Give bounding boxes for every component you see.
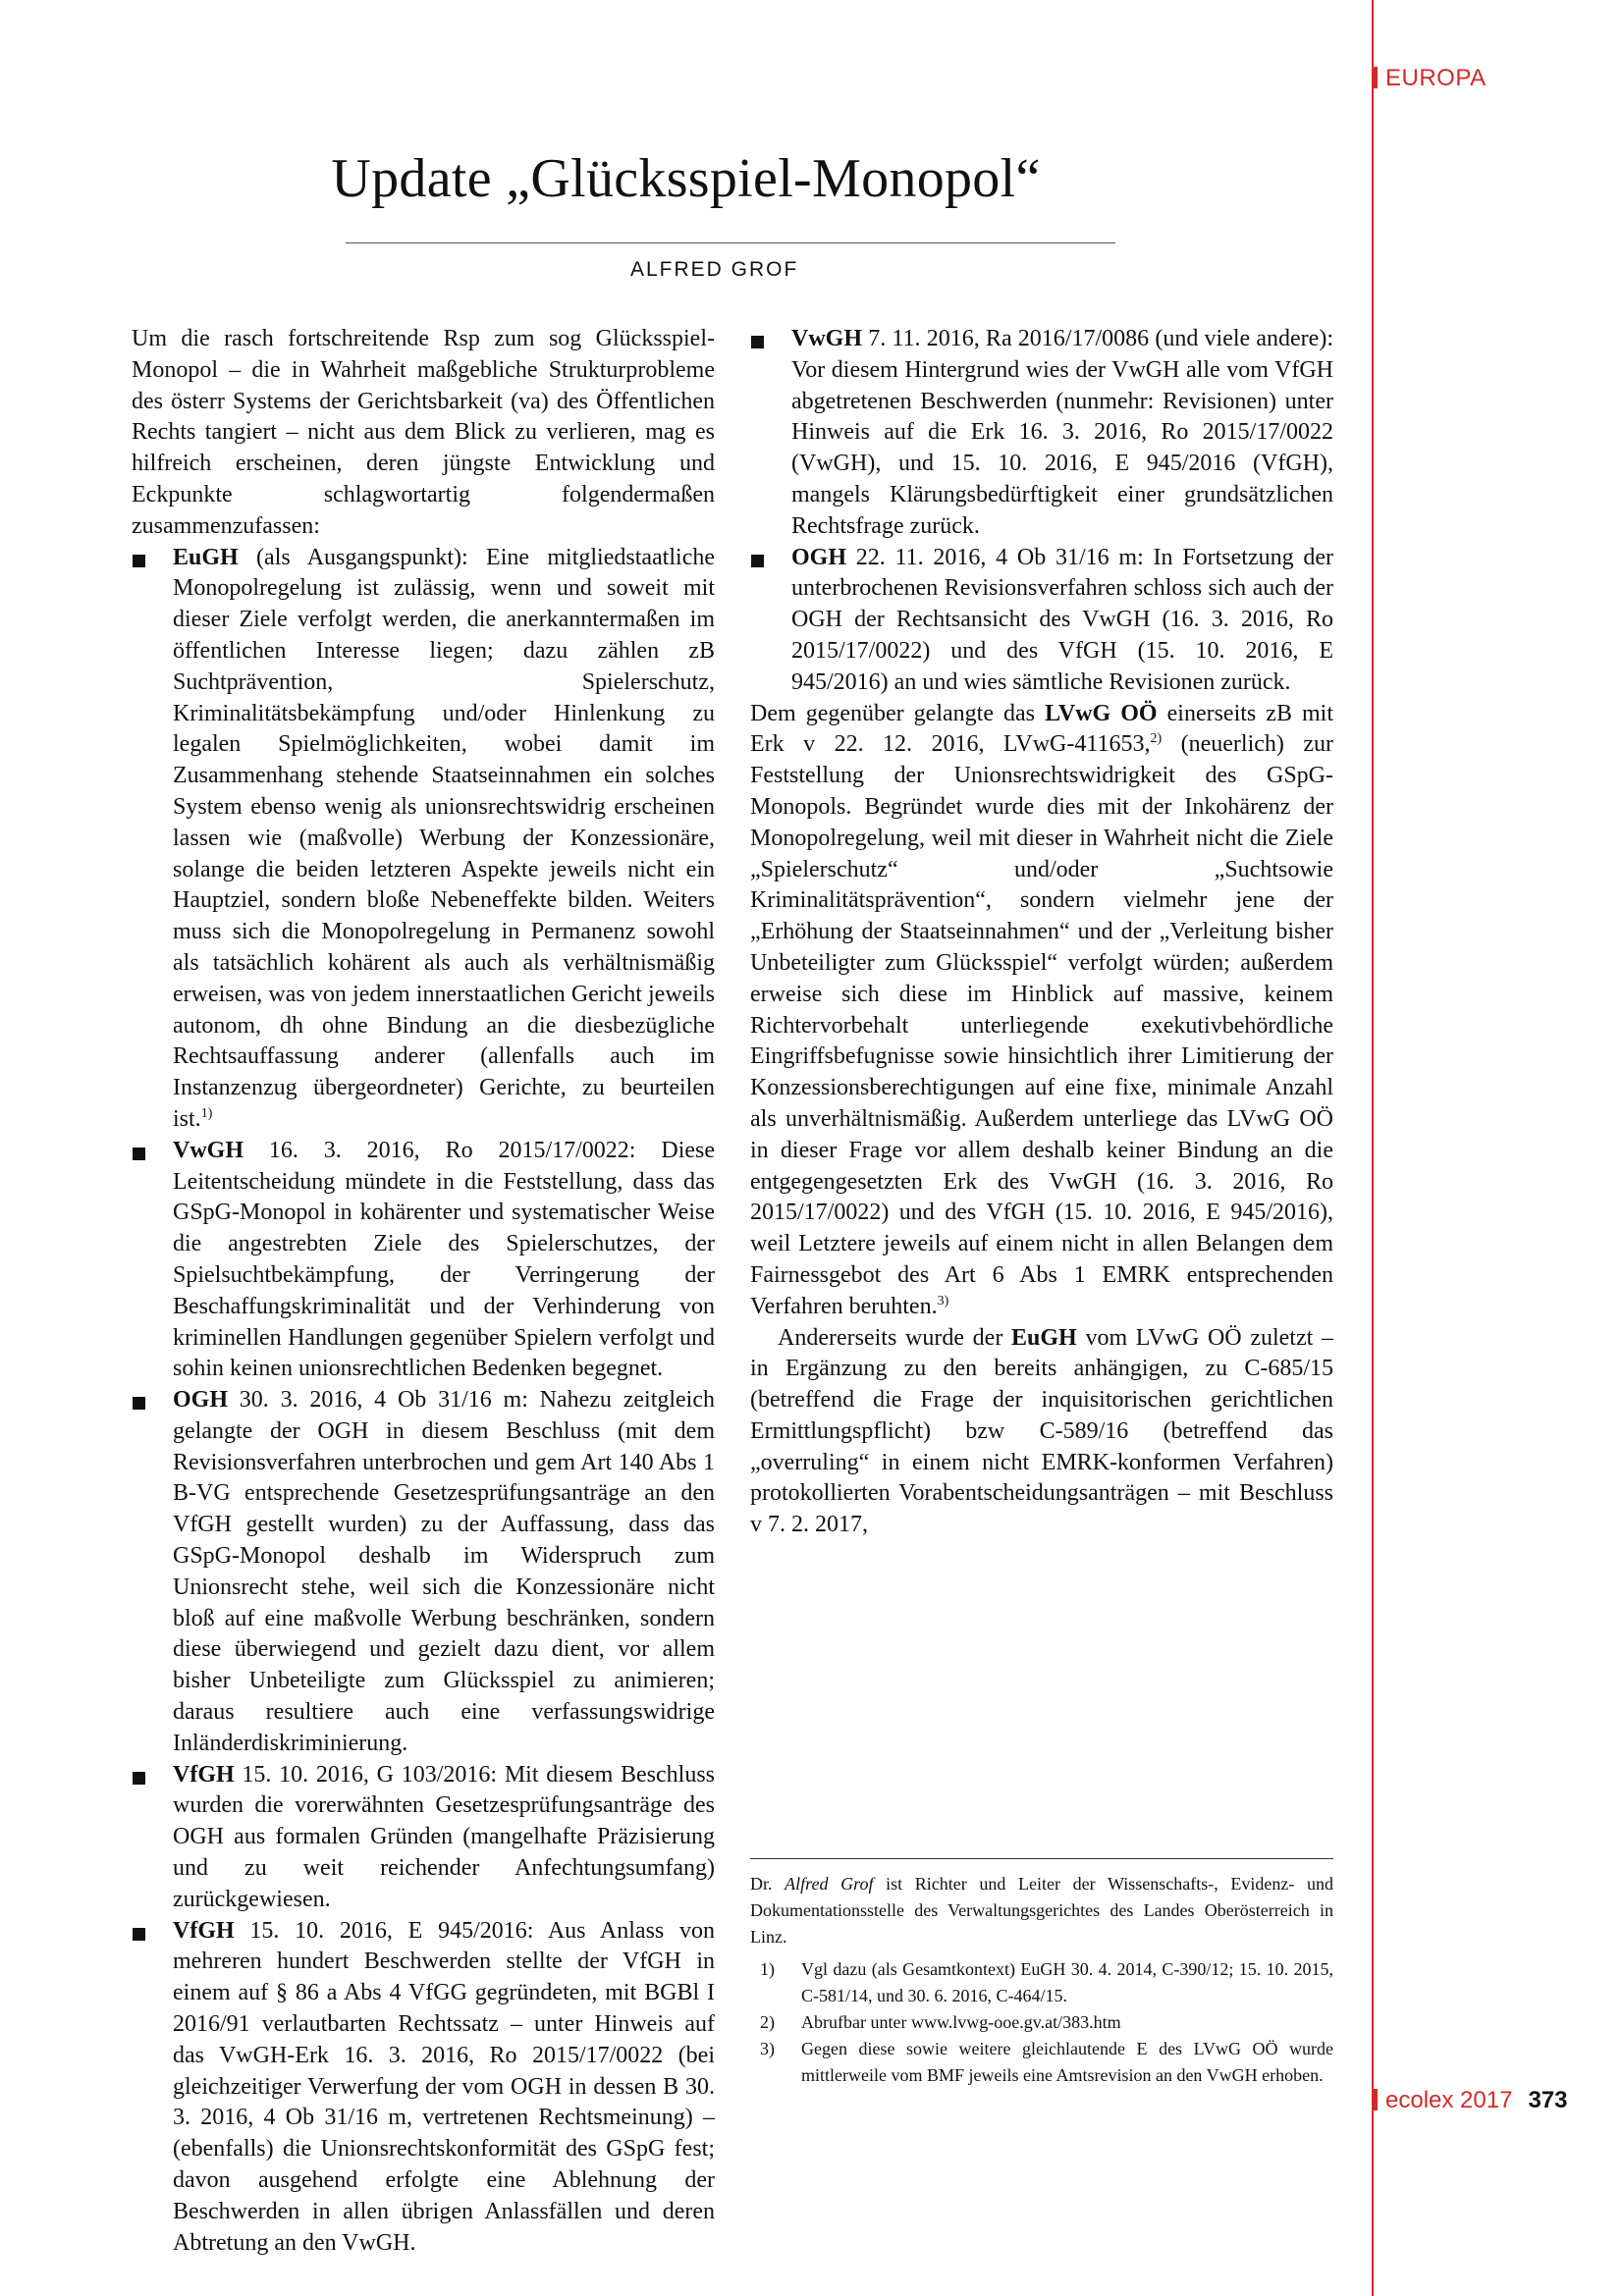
list-item: VwGH 7. 11. 2016, Ra 2016/17/0086 (und viele andere): Vor diesem Hintergrund wies der VwGH alle vom VfGH abgetretenen Beschwerden (nunmehr: Revisionen) unter Hinweis auf die Erk 16. 3. 2016, Ro 2015/17/0022 (VwGH), und 15. 10. 2016, E 945/2016 (VfGH), mangels Klärungsbedürftigkeit einer grundsätzlichen Rechtsfrage zurück. [750,324,1333,543]
footer-marker [1373,2089,1378,2110]
author-bio: Dr. Alfred Grof ist Richter und Leiter der Wissenschafts-, Evidenz- und Dokumentationsstelle des Verwaltungsgerichtes des Landes Oberösterreich in Linz. [750,1874,1333,1947]
body-paragraph: Andererseits wurde der EuGH vom LVwG OÖ zuletzt – in Ergänzung zu den bereits anhängigen, zu C-685/15 (betreffend die Frage der inquisitorischen gerichtlichen Ermittlungspflicht) bzw C-589/16 (betreffend das „overruling“ in einem nicht EMRK-konformen Verfahren) protokollierten Vorabentscheidungsanträgen – mit Beschluss v 7. 2. 2017, [750,1324,1333,1538]
list-item: VwGH 16. 3. 2016, Ro 2015/17/0022: Diese Leitentscheidung mündete in die Feststellung, dass das GSpG-Monopol in kohärenter und systematischer Weise die angestrebten Ziele des Spielerschutzes, der Spielsuchtbekämpfung, der Verringerung der Beschaffungskriminalität und der Verhinderung von kriminellen Handlungen gegenüber Spielern verfolgt und sohin keinen unionsrechtlichen Bedenken begegnet. [132,1136,715,1385]
footnote: 3) Gegen diese sowie weitere gleichlautende E des LVwG OÖ wurde mittlerweile vom BMF jeweils eine Amtsrevision an den VwGH erhoben. [760,2039,1333,2085]
section-marker [1373,67,1378,88]
footnote: 1) Vgl dazu (als Gesamtkontext) EuGH 30. 4. 2014, C-390/12; 15. 10. 2015, C-581/14, und 30. 6. 2016, C-464/15. [760,1959,1333,2005]
footnotes [750,1858,1333,2089]
bullet-square-icon [133,1772,145,1785]
journal-name: ecolex 2017 [1385,2087,1513,2113]
column-right [750,324,1333,1541]
list-item: VfGH 15. 10. 2016, E 945/2016: Aus Anlass von mehreren hundert Beschwerden stellte der VfGH in einem auf § 86 a Abs 4 VfGG gegründeten, mit BGBl I 2016/91 verlautbarten Rechtssatz – unter Hinweis auf das VwGH-Erk 16. 3. 2016, Ro 2015/17/0022 (bei gleichzeitiger Verwerfung der vom OGH in dessen B 30. 3. 2016, 4 Ob 31/16 m, vertretenen Rechtsmeinung) – (ebenfalls) die Unionsrechtskonformität des GSpG fest; davon ausgehend erfolgte eine Ablehnung der Beschwerden in allen übrigen Anlassfällen und deren Abtretung an den VwGH. [132,1916,715,2260]
margin-rule [1372,0,1374,2296]
intro-paragraph: Um die rasch fortschreitende Rsp zum sog Glücksspiel-Monopol – die in Wahrheit maßgebliche Strukturprobleme des österr Systems der Gerichtsbarkeit (va) des Öffentlichen Rechts tangiert – nicht aus dem Blick zu verlieren, mag es hilfreich erscheinen, deren jüngste Entwicklung und Eckpunkte schlagwortartig folgendermaßen zusammenzufassen: [132,326,715,539]
bullet-square-icon [751,336,764,348]
footnote: 2) Abrufbar unter www.lvwg-ooe.gv.at/383.htm [760,2012,1121,2032]
list-item: OGH 30. 3. 2016, 4 Ob 31/16 m: Nahezu zeitgleich gelangte der OGH in diesem Beschluss (mit dem Revisionsverfahren unterbrochen und gem Art 140 Abs 1 B-VG entsprechende Gesetzesprüfungsanträge an den VfGH gestellt wurden) zu der Auffassung, dass das GSpG-Monopol deshalb im Widerspruch zum Unionsrecht stehe, weil sich die Konzessionäre nicht bloß auf eine maßvolle Werbung beschränken, sondern diese überwiegend und gezielt dazu dient, vor allem bisher Unbeteiligte zum Glücksspiel zu animieren; daraus resultiere auch eine verfassungswidrige Inländerdiskriminierung. [132,1385,715,1760]
bullet-square-icon [133,1148,145,1160]
column-left [132,324,715,2259]
list-item: VfGH 15. 10. 2016, G 103/2016: Mit diesem Beschluss wurden die vorerwähnten Gesetzesprüfungsanträge des OGH aus formalen Gründen (mangelhafte Präzisierung und zu weit reichender Anfechtungsumfang) zurückgewiesen. [132,1760,715,1916]
list-item: EuGH (als Ausgangspunkt): Eine mitgliedstaatliche Monopolregelung ist zulässig, wenn und soweit mit dieser Ziele verfolgt werden, die anerkanntermaßen im öffentlichen Interesse liegen; dazu zählen zB Suchtprävention, Spielerschutz, Kriminalitätsbekämpfung und/oder Hinlenkung zu legalen Spielmöglichkeiten, wobei damit im Zusammenhang stehende Staatseinnahmen ein solches System ebenso wenig als unionsrechtswidrig erscheinen lassen wie (maßvolle) Werbung der Konzessionäre, solange die beiden letzteren Aspekte jeweils nicht ein Hauptziel, sondern bloße Nebeneffekte bilden. Weiters muss sich die Monopolregelung in Permanenz sowohl als tatsächlich kohärent als auch als verhältnismäßig erweisen, was von jedem innerstaatlichen Gericht jeweils autonom, dh ohne Bindung an die diesbezügliche Rechtsauffassung anderer (allenfalls auch im Instanzenzug übergeordneter) Gerichte, zu beurteilen ist.$^{1)}$ [132,543,715,1136]
bullet-square-icon [133,1928,145,1941]
bullet-square-icon [133,555,145,567]
list-item: OGH 22. 11. 2016, 4 Ob 31/16 m: In Fortsetzung der unterbrochenen Revisionsverfahren schloss sich auch der OGH der Rechtsansicht des VwGH (16. 3. 2016, Ro 2015/17/0022) und des VfGH (15. 10. 2016, E 945/2016) an und wies sämtliche Revisionen zurück. [750,543,1333,699]
page-number: 373 [1528,2087,1568,2113]
bullet-square-icon [133,1397,145,1410]
article-author: ALFRED GROF [630,258,799,281]
title-divider [346,242,1115,243]
footnote-divider [750,1858,1333,1859]
article-title: Update „Glücksspiel-Monopol“ [331,148,1041,209]
bullet-square-icon [751,555,764,567]
page-footer [1373,2087,1567,2114]
body-paragraph: Dem gegenüber gelangte das LVwG OÖ einerseits zB mit Erk v 22. 12. 2016, LVwG-411653,$^{2)}$ (neuerlich) zur Feststellung der Unionsrechtswidrigkeit des GSpG-Monopols. Begründet wurde dies mit der Inkohärenz der Monopolregelung, weil mit dieser in Wahrheit nicht die Ziele „Spielerschutz“ und/oder „Suchtsowie Kriminalitätsprävention“, sondern vielmehr jene der „Erhöhung der Staatseinnahmen“ und der „Verleitung bisher Unbeteiligter zum Glücksspiel“ verfolgt würden; außerdem erweise sich diese im Hinblick auf massive, keinem Richtervorbehalt unterliegende exekutivbehördliche Eingriffsbefugnisse sowie hinsichtlich ihrer Limitierung der Konzessionsberechtigungen auf eine fixe, minimale Anzahl als unverhältnismäßig. Außerdem unterliege das LVwG OÖ in dieser Frage vor allem deshalb keiner Bindung an die entgegengesetzten Erk des VwGH (16. 3. 2016, Ro 2015/17/0022) und des VfGH (15. 10. 2016, E 945/2016), weil Letztere jeweils auf einem nicht in allen Belangen dem Fairnessgebot des Art 6 Abs 1 EMRK entsprechenden Verfahren beruhten.$^{3)}$ [750,700,1333,1319]
section-label: EUROPA [1373,65,1487,92]
